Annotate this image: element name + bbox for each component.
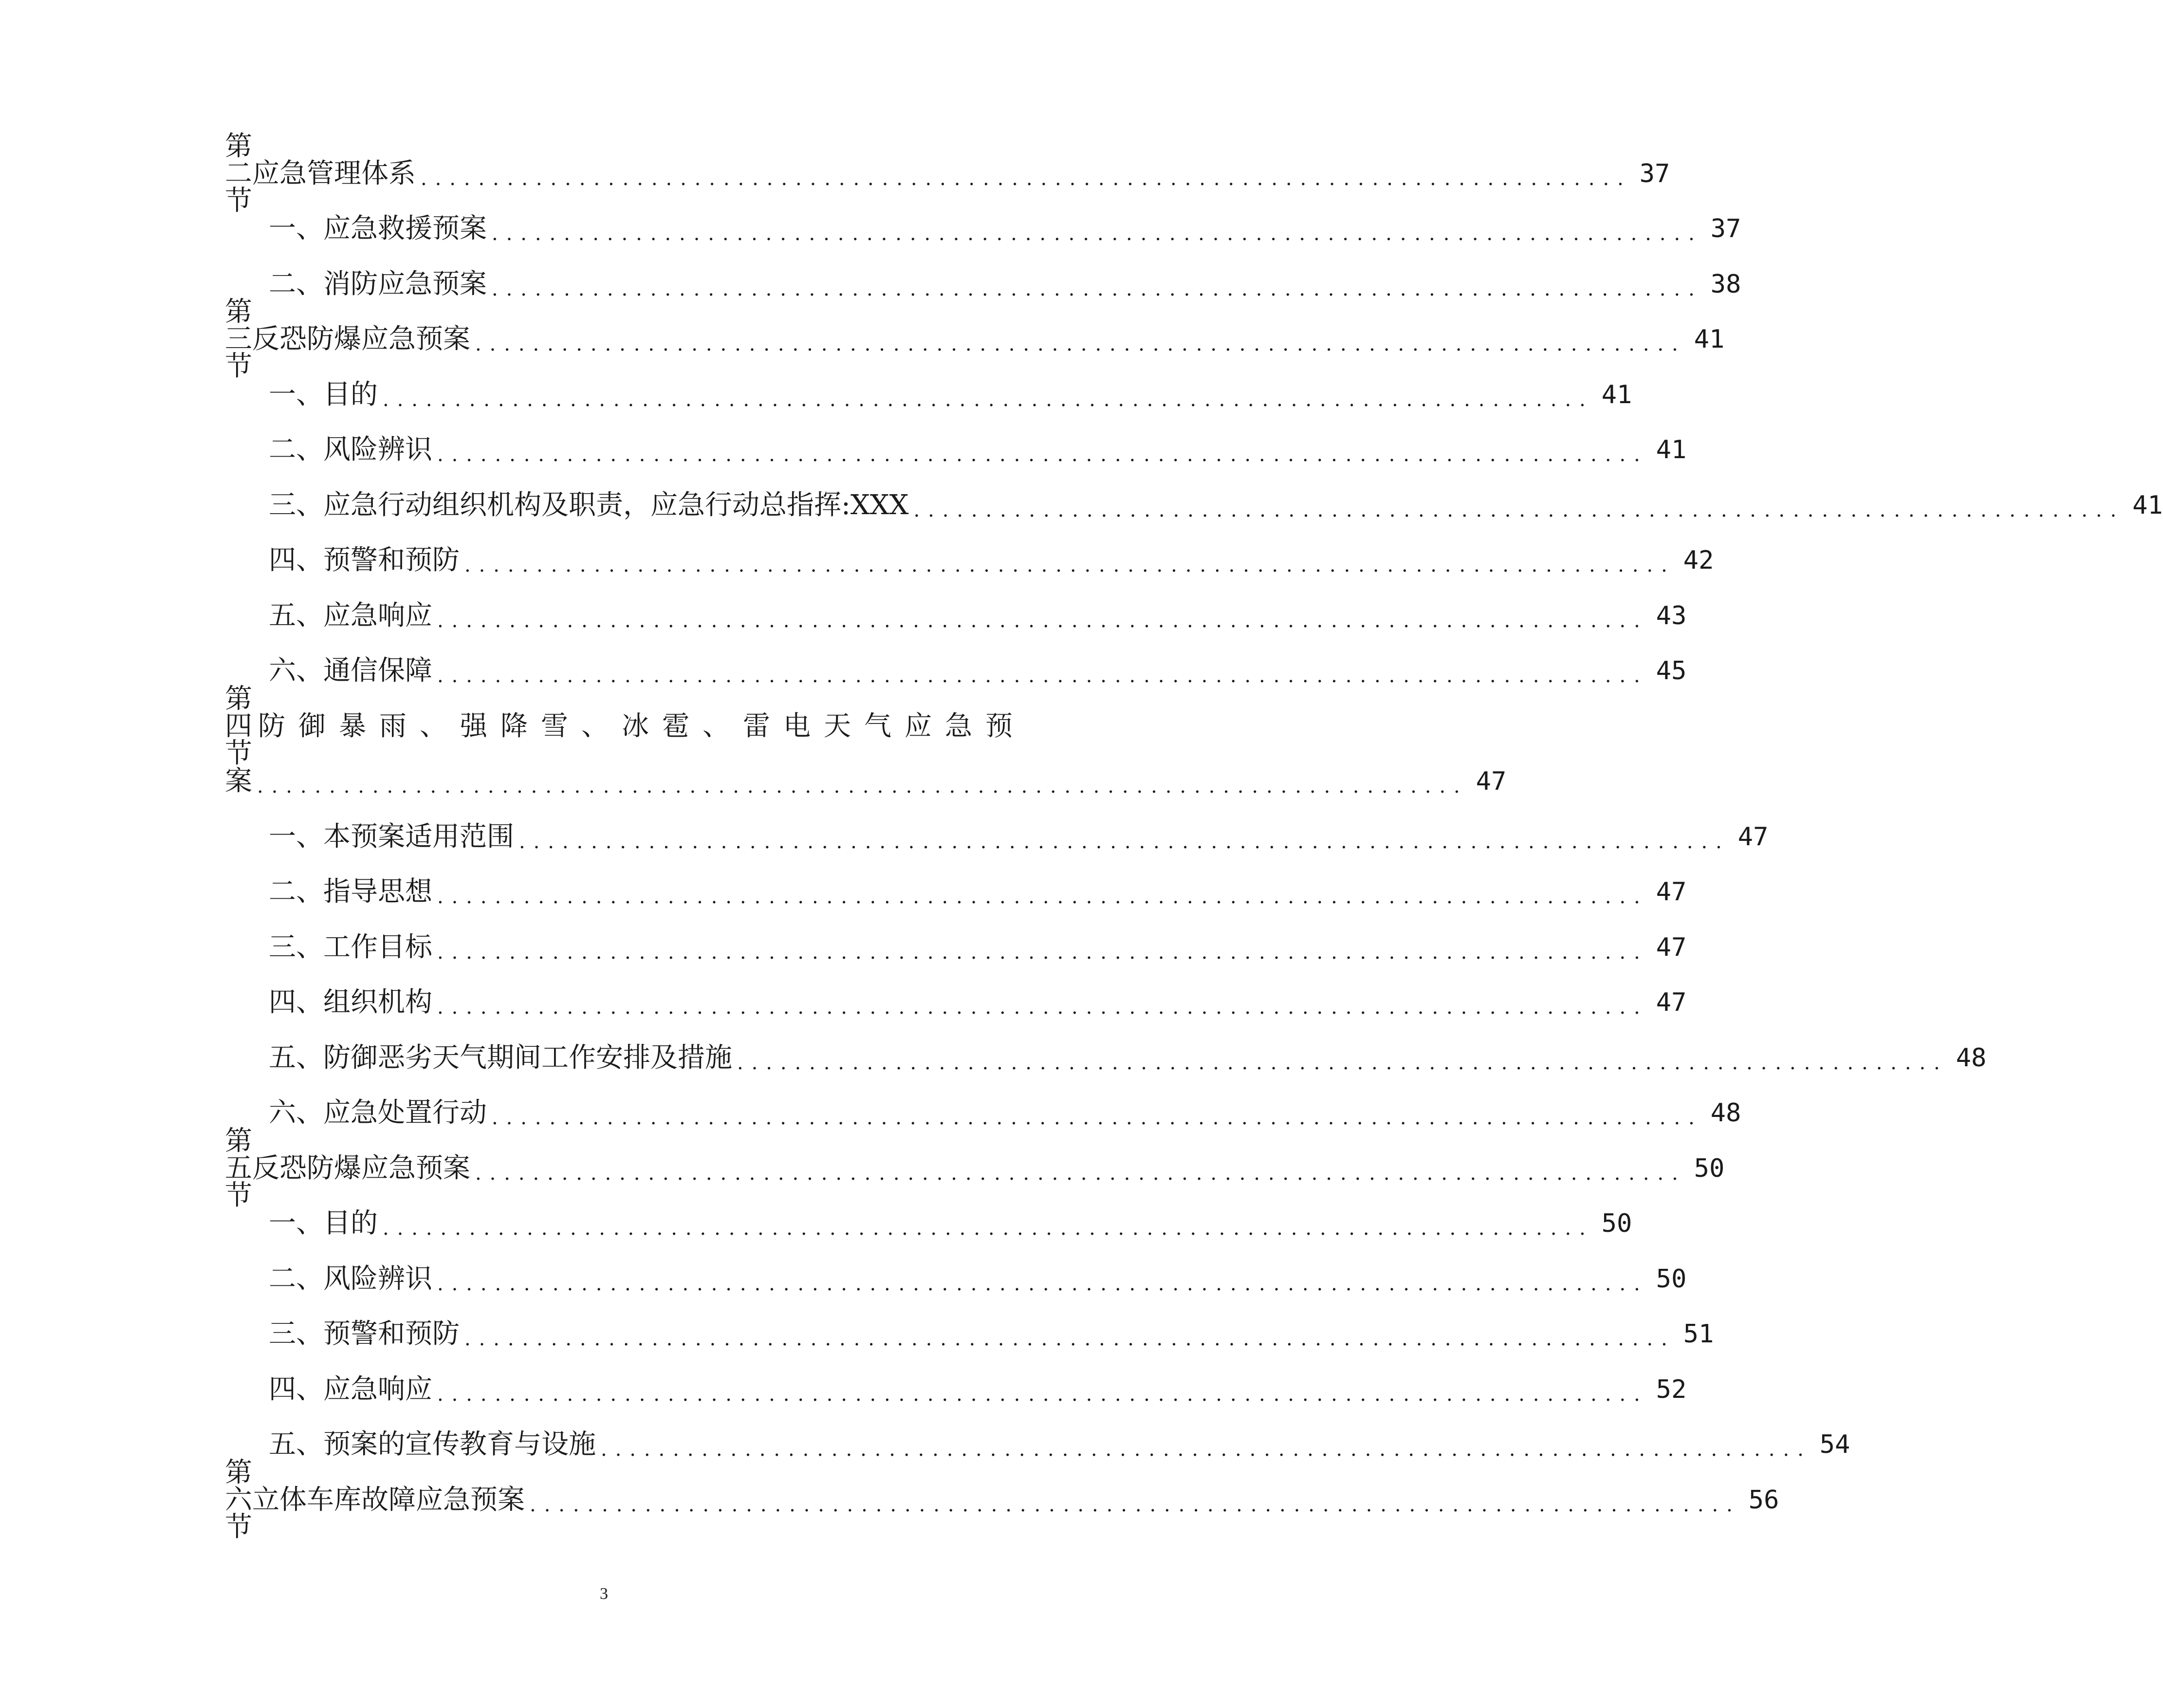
dot-leader: .................................................................................... bbox=[437, 886, 1648, 909]
toc-entry-page: 43 bbox=[1656, 601, 1687, 631]
dot-leader: .................................................................................... bbox=[519, 830, 1730, 853]
dot-leader: .................................................................................... bbox=[492, 1107, 1703, 1130]
toc-entry-page: 47 bbox=[1476, 767, 1507, 797]
toc-entry-title: 本预案适用范围 bbox=[323, 820, 514, 853]
toc-entry-title: 风险辨识 bbox=[323, 434, 432, 466]
toc-entry-page: 41 bbox=[1694, 325, 1725, 354]
dot-leader: .................................................................................... bbox=[421, 167, 1632, 190]
toc-entry[interactable] bbox=[225, 920, 1687, 975]
dot-leader: .................................................................................... bbox=[475, 333, 1686, 356]
toc-entry-number: 一、 bbox=[269, 213, 323, 245]
table-of-contents bbox=[225, 130, 2163, 1543]
toc-entry-number: 二、 bbox=[269, 876, 323, 908]
dot-leader: .................................................................................... bbox=[475, 1162, 1686, 1185]
toc-entry[interactable] bbox=[225, 809, 1769, 865]
toc-entry-title: 应急救援预案 bbox=[323, 213, 487, 245]
toc-entry-page: 38 bbox=[1710, 269, 1741, 299]
toc-entry-page: 47 bbox=[1656, 932, 1687, 962]
toc-entry-number: 一、 bbox=[269, 1207, 323, 1240]
toc-entry-number: 第四节 bbox=[225, 683, 258, 769]
toc-entry-title: 反恐防爆应急预案 bbox=[252, 1152, 470, 1184]
toc-entry-page: 50 bbox=[1656, 1264, 1687, 1294]
toc-entry-number: 四、 bbox=[269, 986, 323, 1019]
toc-entry-title: 预案的宣传教育与设施 bbox=[323, 1429, 596, 1461]
toc-entry[interactable] bbox=[225, 257, 1741, 312]
toc-entry-title: 应急处置行动 bbox=[323, 1097, 487, 1129]
toc-entry-number: 五、 bbox=[269, 599, 323, 631]
toc-entry-number: 三、 bbox=[269, 931, 323, 963]
toc-entry-number: 五、 bbox=[269, 1041, 323, 1074]
toc-entry-page: 41 bbox=[1601, 380, 1632, 409]
toc-entry-title: 风险辨识 bbox=[323, 1262, 432, 1295]
toc-entry-number: 三、 bbox=[269, 1318, 323, 1350]
toc-entry-title: 防御恶劣天气期间工作安排及措施 bbox=[323, 1041, 732, 1074]
toc-entry-title: 应急管理体系 bbox=[252, 157, 416, 189]
toc-entry-title: 应急行动组织机构及职责，应急行动总指挥:XXX bbox=[323, 489, 909, 521]
toc-entry[interactable] bbox=[225, 478, 2163, 533]
toc-entry-title: 立体车库故障应急预案 bbox=[252, 1484, 525, 1516]
toc-entry[interactable] bbox=[225, 423, 1687, 478]
toc-entry-number: 四、 bbox=[269, 544, 323, 576]
toc-entry-number: 六、 bbox=[269, 1097, 323, 1129]
toc-entry-title: 反恐防爆应急预案 bbox=[252, 323, 470, 355]
dot-leader: .................................................................................... bbox=[437, 444, 1648, 466]
dot-leader: .................................................................................... bbox=[530, 1493, 1741, 1516]
toc-entry-title-continued: 案 bbox=[225, 765, 252, 798]
dot-leader: .................................................................................... bbox=[737, 1051, 1948, 1074]
toc-entry-page: 51 bbox=[1683, 1319, 1714, 1349]
toc-entry[interactable] bbox=[225, 1030, 1987, 1086]
toc-entry[interactable] bbox=[225, 130, 1670, 217]
toc-entry[interactable] bbox=[225, 296, 1725, 383]
toc-entry-number: 第三节 bbox=[225, 296, 252, 383]
page-number: 3 bbox=[600, 1585, 608, 1603]
toc-entry-page: 47 bbox=[1738, 822, 1769, 852]
toc-entry-page: 42 bbox=[1683, 546, 1714, 576]
toc-entry-number: 四、 bbox=[269, 1373, 323, 1405]
toc-entry[interactable] bbox=[225, 1307, 1714, 1362]
dot-leader: .................................................................................... bbox=[464, 1328, 1676, 1351]
dot-leader: .................................................................................... bbox=[464, 554, 1676, 577]
toc-entry[interactable] bbox=[225, 975, 1687, 1031]
toc-entry-page: 50 bbox=[1601, 1209, 1632, 1239]
toc-entry-number: 六、 bbox=[269, 655, 323, 687]
toc-entry-page: 47 bbox=[1656, 877, 1687, 907]
toc-entry-page: 41 bbox=[1656, 435, 1687, 465]
toc-entry[interactable] bbox=[225, 533, 1714, 589]
toc-entry[interactable] bbox=[225, 1196, 1632, 1252]
toc-entry-title: 应急响应 bbox=[323, 599, 432, 631]
dot-leader: .................................................................................... bbox=[383, 388, 1594, 411]
toc-entry-page: 52 bbox=[1656, 1374, 1687, 1404]
toc-entry[interactable] bbox=[225, 1251, 1687, 1307]
toc-entry-page: 37 bbox=[1710, 214, 1741, 244]
dot-leader: .................................................................................... bbox=[437, 665, 1648, 687]
dot-leader: .................................................................................... bbox=[913, 499, 2125, 521]
toc-entry-page: 48 bbox=[1956, 1043, 1987, 1073]
toc-entry-title: 应急响应 bbox=[323, 1373, 432, 1405]
dot-leader: .................................................................................... bbox=[257, 775, 1468, 798]
dot-leader: .................................................................................... bbox=[601, 1438, 1812, 1461]
toc-entry-page: 41 bbox=[2132, 490, 2163, 520]
toc-entry-number: 第二节 bbox=[225, 130, 252, 217]
toc-entry-page: 50 bbox=[1694, 1153, 1725, 1183]
toc-entry-wrapped-line1[interactable] bbox=[225, 683, 1026, 769]
toc-entry-title: 组织机构 bbox=[323, 986, 432, 1019]
toc-entry-title: 预警和预防 bbox=[323, 1318, 460, 1350]
toc-entry-title: 工作目标 bbox=[323, 931, 432, 963]
toc-entry[interactable] bbox=[225, 644, 1687, 699]
toc-entry[interactable] bbox=[225, 1456, 1779, 1543]
toc-entry-title: 指导思想 bbox=[323, 876, 432, 908]
toc-entry-page: 37 bbox=[1639, 159, 1670, 188]
toc-entry-title: 预警和预防 bbox=[323, 544, 460, 576]
dot-leader: .................................................................................... bbox=[492, 223, 1703, 245]
toc-entry-number: 二、 bbox=[269, 434, 323, 466]
toc-entry-wrapped-line2[interactable] bbox=[225, 754, 1507, 810]
dot-leader: .................................................................................... bbox=[437, 941, 1648, 964]
toc-entry-number: 五、 bbox=[269, 1429, 323, 1461]
dot-leader: .................................................................................... bbox=[492, 278, 1703, 300]
toc-entry-page: 47 bbox=[1656, 988, 1687, 1018]
toc-entry-number: 一、 bbox=[269, 820, 323, 853]
toc-entry[interactable] bbox=[225, 1125, 1725, 1211]
toc-entry-title: 通信保障 bbox=[323, 655, 432, 687]
toc-entry-page: 48 bbox=[1710, 1098, 1741, 1128]
dot-leader: .................................................................................... bbox=[437, 609, 1648, 632]
toc-entry-title: 消防应急预案 bbox=[323, 268, 487, 300]
toc-entry-number: 一、 bbox=[269, 378, 323, 410]
toc-entry-page: 56 bbox=[1748, 1485, 1779, 1515]
toc-entry-title: 防御暴雨、强降雪、冰雹、雷电天气应急预 bbox=[258, 710, 1026, 742]
toc-entry-number: 第五节 bbox=[225, 1125, 252, 1211]
toc-entry-number: 二、 bbox=[269, 268, 323, 300]
toc-entry[interactable] bbox=[225, 1362, 1687, 1417]
toc-entry-page: 45 bbox=[1656, 656, 1687, 686]
toc-entry-title: 目的 bbox=[323, 1207, 378, 1240]
dot-leader: .................................................................................... bbox=[437, 1272, 1648, 1295]
toc-entry-number: 三、 bbox=[269, 489, 323, 521]
toc-entry-number: 第六节 bbox=[225, 1456, 252, 1543]
dot-leader: .................................................................................... bbox=[383, 1217, 1594, 1240]
toc-entry-page: 54 bbox=[1819, 1430, 1850, 1460]
toc-entry-number: 二、 bbox=[269, 1262, 323, 1295]
toc-entry[interactable] bbox=[225, 367, 1632, 423]
toc-entry[interactable] bbox=[225, 202, 1741, 257]
dot-leader: .................................................................................... bbox=[437, 996, 1648, 1019]
toc-entry[interactable] bbox=[225, 1086, 1741, 1141]
toc-entry[interactable] bbox=[225, 1417, 1850, 1473]
toc-entry[interactable] bbox=[225, 588, 1687, 644]
dot-leader: .................................................................................... bbox=[437, 1383, 1648, 1406]
toc-entry[interactable] bbox=[225, 865, 1687, 920]
toc-entry-title: 目的 bbox=[323, 378, 378, 410]
